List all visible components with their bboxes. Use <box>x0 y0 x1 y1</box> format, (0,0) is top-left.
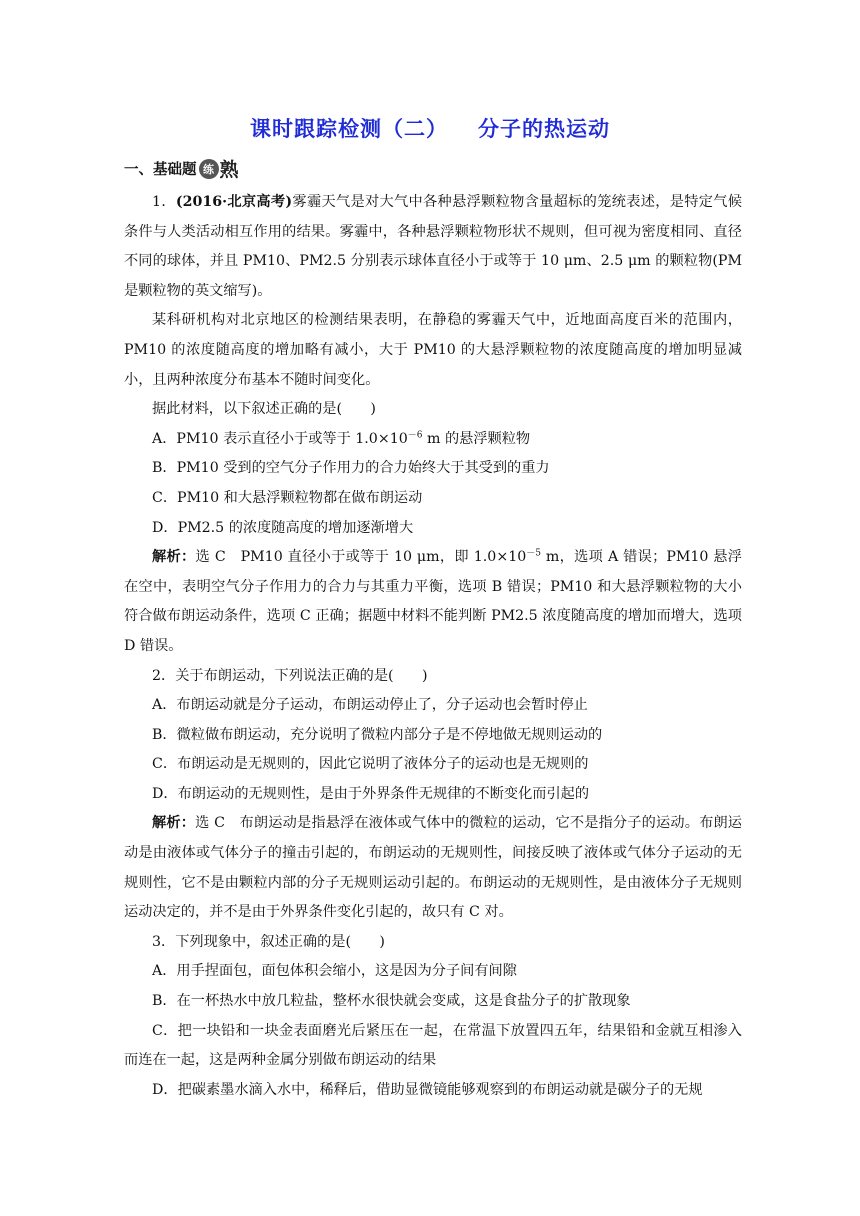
q1-para3: 据此材料，以下叙述正确的是( ) <box>152 401 376 418</box>
q1-option-a: A．PM10 表示直径小于或等于 $1.0\times 10^{-6}$ m 的悬浮颗粒物 <box>152 430 531 447</box>
q3-option-b: B．在一杯热水中放几粒盐，整杯水很快就会变咸，这是食盐分子的扩散现象 <box>152 993 631 1010</box>
title-sub: 分子的热运动 <box>478 117 610 141</box>
q3-stem: 3．下列现象中，叙述正确的是( ) <box>152 933 385 950</box>
page-title <box>0 113 860 143</box>
skill-badge-icon: 熟 <box>219 159 239 181</box>
q1-answer: 解析：选 C PM10 直径小于或等于 10 μm，即 $1.0\times 10^{-5}$ m，选项 A 错误；PM10 悬浮在空中，表明空气分子作用力的合力与其重力平衡，选项 B 错误；PM10 和大悬浮颗粒物的大小符合做布朗运动条件，选项 C 正确；据题中材料不能判断 PM2.5 浓度随高度的增加而增大，选项 D 错误。 <box>124 548 742 654</box>
title-main: 课时跟踪检测（二） <box>250 117 448 141</box>
section-label: 一、基础题 <box>124 162 197 178</box>
q1-option-c: C．PM10 和大悬浮颗粒物都在做布朗运动 <box>152 489 423 506</box>
section-heading <box>124 155 239 182</box>
q1-stem: 1．(2016·北京高考)雾霾天气是对大气中各种悬浮颗粒物含量超标的笼统表述，是特定气候条件与人类活动相互作用的结果。雾霾中，各种悬浮颗粒物形状不规则，但可视为密度相同、直径不同的球体，并且 PM10、PM2.5 分别表示球体直径小于或等于 10 μm、2.5 μm 的颗粒物(PM 是颗粒物的英文缩写)。 <box>124 194 742 299</box>
q2-answer: 解析：选 C 布朗运动是指悬浮在液体或气体中的微粒的运动，它不是指分子的运动。布朗运动是由液体或气体分子的撞击引起的，布朗运动的无规则性，间接反映了液体或气体分子运动的无规则性，它不是由颗粒内部的分子无规则运动引起的。布朗运动的无规则性，是由液体分子无规则运动决定的，并不是由于外界条件变化引起的，故只有 C 对。 <box>124 815 742 921</box>
q2-stem: 2．关于布朗运动，下列说法正确的是( ) <box>152 667 428 684</box>
q1-option-b: B．PM10 受到的空气分子作用力的合力始终大于其受到的重力 <box>152 460 550 477</box>
q2-option-a: A．布朗运动就是分子运动，布朗运动停止了，分子运动也会暂时停止 <box>152 697 588 714</box>
question-content <box>124 188 742 1105</box>
practice-badge-icon: 练 <box>199 159 219 179</box>
q2-option-c: C．布朗运动是无规则的，因此它说明了液体分子的运动也是无规则的 <box>152 756 589 773</box>
q3-option-a: A．用手捏面包，面包体积会缩小，这是因为分子间有间隙 <box>152 963 517 980</box>
q2-option-b: B．微粒做布朗运动，充分说明了微粒内部分子是不停地做无规则运动的 <box>152 726 603 743</box>
q3-option-c: C．把一块铅和一块金表面磨光后紧压在一起，在常温下放置四五年，结果铅和金就互相渗入而连在一起，这是两种金属分别做布朗运动的结果 <box>124 1022 742 1069</box>
q2-option-d: D．布朗运动的无规则性，是由于外界条件无规律的不断变化而引起的 <box>152 785 590 802</box>
q3-option-d: D．把碳素墨水滴入水中，稀释后，借助显微镜能够观察到的布朗运动就是碳分子的无规 <box>152 1081 703 1098</box>
q1-option-d: D．PM2.5 的浓度随高度的增加逐渐增大 <box>152 519 414 536</box>
q1-source: (2016·北京高考) <box>175 194 293 210</box>
q1-para2: 某科研机构对北京地区的检测结果表明，在静稳的雾霾天气中，近地面高度百米的范围内，PM10 的浓度随高度的增加略有减小，大于 PM10 的大悬浮颗粒物的浓度随高度的增加明显减小，且两种浓度分布基本不随时间变化。 <box>124 312 742 388</box>
